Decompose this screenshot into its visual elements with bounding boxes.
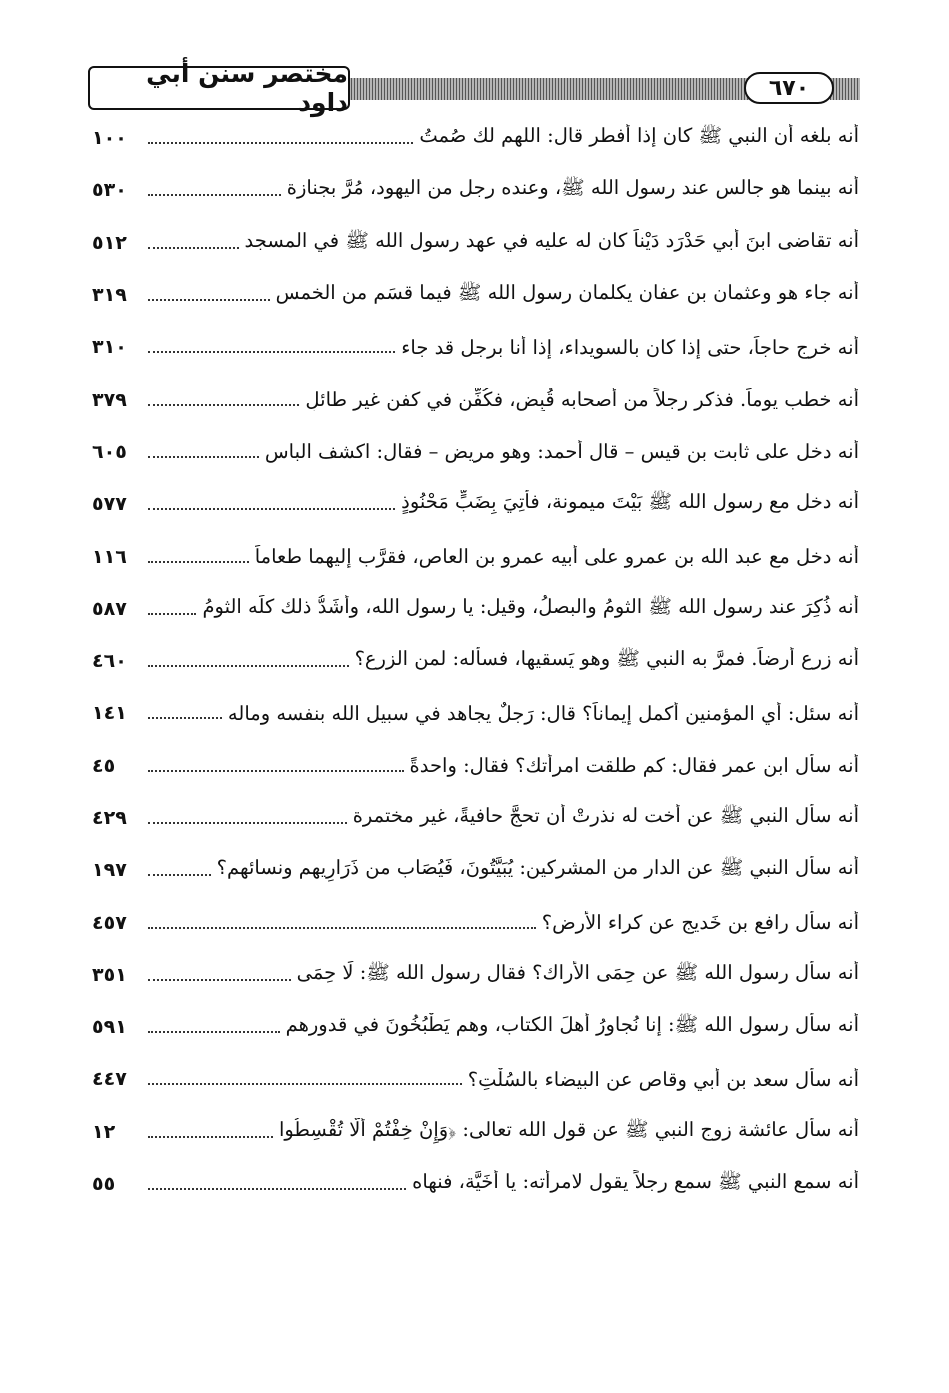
- entry-text: أنه بينما هو جالس عند رسول الله ﷺ، وعنده رجل من اليهود، مُرَّ بجنازة: [286, 176, 859, 200]
- header-ornament-band-right: [830, 78, 860, 100]
- index-entry: [92, 321, 859, 373]
- entry-text: أنه سأل سعد بن أبي وقاص عن البيضاء بالسُلْتِ؟: [467, 1067, 859, 1091]
- dot-leader: [148, 770, 404, 772]
- entry-text: أنه دخل على ثابت بن قيس – قال أحمد: وهو مريض – فقال: اكشف الباس: [264, 440, 859, 464]
- entry-page-number: ٣١٩: [92, 284, 127, 307]
- entry-text: أنه سئل: أي المؤمنين أكمل إيماناً؟ قال: رَجلٌ يجاهد في سبيل الله بنفسه وماله: [227, 701, 859, 725]
- index-entry: [92, 112, 859, 164]
- entry-page-number: ٣١٠: [92, 336, 127, 359]
- index-entry: [92, 583, 859, 635]
- index-entry: [92, 164, 859, 216]
- dot-leader: [148, 613, 196, 615]
- entry-page-number: ٣٧٩: [92, 388, 127, 411]
- entry-text: أنه سأل النبي ﷺ عن أخت له نذرتْ أن تحجَّ حافيةً، غير مختمرة: [352, 804, 859, 827]
- entry-page-number: ٣٥١: [92, 963, 127, 986]
- dot-leader: [148, 456, 259, 458]
- index-entry: [92, 426, 859, 478]
- index-entry: [92, 373, 859, 425]
- entry-page-number: ١٠٠: [92, 127, 127, 150]
- dot-leader: [148, 874, 211, 876]
- entry-page-number: ٥٣٠: [92, 179, 127, 202]
- book-title-text: مختصر سنن أبي داود: [146, 59, 348, 117]
- dot-leader: [148, 1083, 462, 1085]
- index-entry: [92, 1158, 859, 1210]
- index-entry: [92, 896, 859, 948]
- entry-text: أنه زرع أرضاً. فمرَّ به النبي ﷺ وهو يَسقيها، فسأله: لمن الزرع؟: [354, 647, 859, 671]
- entry-text: أنه خطب يوماً. فذكر رجلاً من أصحابه قُبِض، فكُفِّن في كفنٍ غير طائلٍ: [305, 388, 859, 412]
- entry-page-number: ٥٥: [92, 1173, 116, 1196]
- entry-text: أنه سأل النبي ﷺ عن الدار من المشركين: يُبَيَّتُونَ، فَيُصَاب من ذَرَارِيهم ونسائهم؟: [216, 856, 859, 880]
- dot-leader: [148, 247, 239, 249]
- entry-page-number: ٤٤٧: [92, 1068, 127, 1091]
- entry-page-number: ٤٢٩: [92, 807, 127, 829]
- entry-text: أنه دخل مع رسول الله ﷺ بَيْتَ ميمونة، فأُتِيَ بِضَبٍّ مَحْنُوذٍ: [401, 490, 859, 514]
- entry-page-number: ٦٠٥: [92, 440, 127, 463]
- dot-leader: [148, 717, 222, 719]
- entry-text: أنه سأل رافع بن خَديج عن كراء الأرض؟: [541, 911, 859, 935]
- dot-leader: [148, 665, 349, 667]
- index-entry: [92, 1053, 859, 1105]
- index-entry: [92, 844, 859, 896]
- entry-page-number: ٥١٢: [92, 231, 127, 254]
- entry-text: أنه تقاضى ابنَ أبي حَدْرَد دَيْناً كان له عليه في عهد رسول الله ﷺ في المسجد: [244, 228, 859, 252]
- entry-page-number: ١٩٧: [92, 859, 127, 882]
- header-ornament-band: [348, 78, 750, 100]
- dot-leader: [148, 1136, 273, 1138]
- page-number: [744, 72, 834, 104]
- index-entry: [92, 949, 859, 1001]
- entry-text: أنه بلغه أن النبي ﷺ كان إذا أفطر قال: اللهم لك صُمتُ: [419, 124, 859, 148]
- index-entry: [92, 687, 859, 739]
- index-entry: [92, 635, 859, 687]
- entry-text: أنه سأل رسول الله ﷺ عن حِمَى الأراك؟ فقال رسول الله ﷺ: لَا حِمَى: [296, 960, 859, 984]
- entry-text: أنه سأل ابن عمر فقال: كم طلقت امرأتك؟ فقال: واحدةً: [409, 754, 859, 778]
- entry-text: أنه دخل مع عبد الله بن عمرو على أبيه عمرو بن العاص، فقرَّب إليهما طعاماً: [254, 545, 859, 569]
- dot-leader: [148, 1031, 280, 1033]
- index-entry: [92, 1001, 859, 1053]
- entry-page-number: ١١٦: [92, 545, 127, 568]
- index-entry: [92, 740, 859, 792]
- dot-leader: [148, 404, 299, 406]
- entry-text: أنه سأل رسول الله ﷺ: إنا نُجاورُ أهلَ الكتاب، وهم يَطْبُخُونَ في قدورهم: [285, 1013, 859, 1037]
- dot-leader: [148, 979, 291, 981]
- dot-leader: [148, 822, 347, 824]
- entry-page-number: ٤٦٠: [92, 650, 127, 673]
- entry-text: أنه سأل عائشة زوج النبي ﷺ عن قول الله تعالى: ﴿وَإِنْ خِفْتُمْ أَلَّا تُقْسِطُوا: [278, 1117, 859, 1141]
- entry-text: أنه خرج حاجاً، حتى إذا كان بالسويداء، إذا أنا برجل قد جاء: [401, 335, 859, 359]
- dot-leader: [148, 508, 395, 510]
- book-title: [88, 59, 350, 117]
- dot-leader: [148, 561, 249, 563]
- entry-page-number: ١٤١: [92, 702, 127, 725]
- entry-page-number: ٤٥٧: [92, 911, 127, 934]
- dot-leader: [148, 351, 395, 353]
- entry-page-number: ٥٧٧: [92, 493, 127, 516]
- dot-leader: [148, 142, 413, 144]
- index-entry: [92, 217, 859, 269]
- index-entry: [92, 269, 859, 321]
- index-entry: [92, 478, 859, 530]
- dot-leader: [148, 299, 270, 301]
- dot-leader: [148, 927, 536, 929]
- entry-page-number: ١٢: [92, 1120, 116, 1143]
- page-header: [88, 59, 860, 117]
- dot-leader: [148, 1188, 406, 1190]
- entry-text: أنه جاء هو وعثمان بن عفان يكلمان رسول الله ﷺ فيما قسَم من الخمس: [275, 281, 859, 305]
- dot-leader: [148, 194, 281, 196]
- entry-page-number: ٤٥: [92, 754, 116, 777]
- index-entry: [92, 792, 859, 844]
- index-entry: [92, 530, 859, 582]
- entry-page-number: ٥٨٧: [92, 597, 127, 620]
- page-number-text: ٦٧٠: [768, 75, 810, 101]
- entry-text: أنه سمع النبي ﷺ سمع رجلاً يقول لامرأته: يا أُخَيَّة، فنهاه: [412, 1170, 859, 1194]
- index-list: [92, 112, 859, 1210]
- index-entry: [92, 1106, 859, 1158]
- entry-text: أنه ذُكِرَ عند رسول الله ﷺ الثومُ والبصلُ، وقيل: يا رسول الله، وأَشَدُّ ذلك كلِّه الثومُ: [202, 594, 859, 618]
- entry-page-number: ٥٩١: [92, 1016, 127, 1039]
